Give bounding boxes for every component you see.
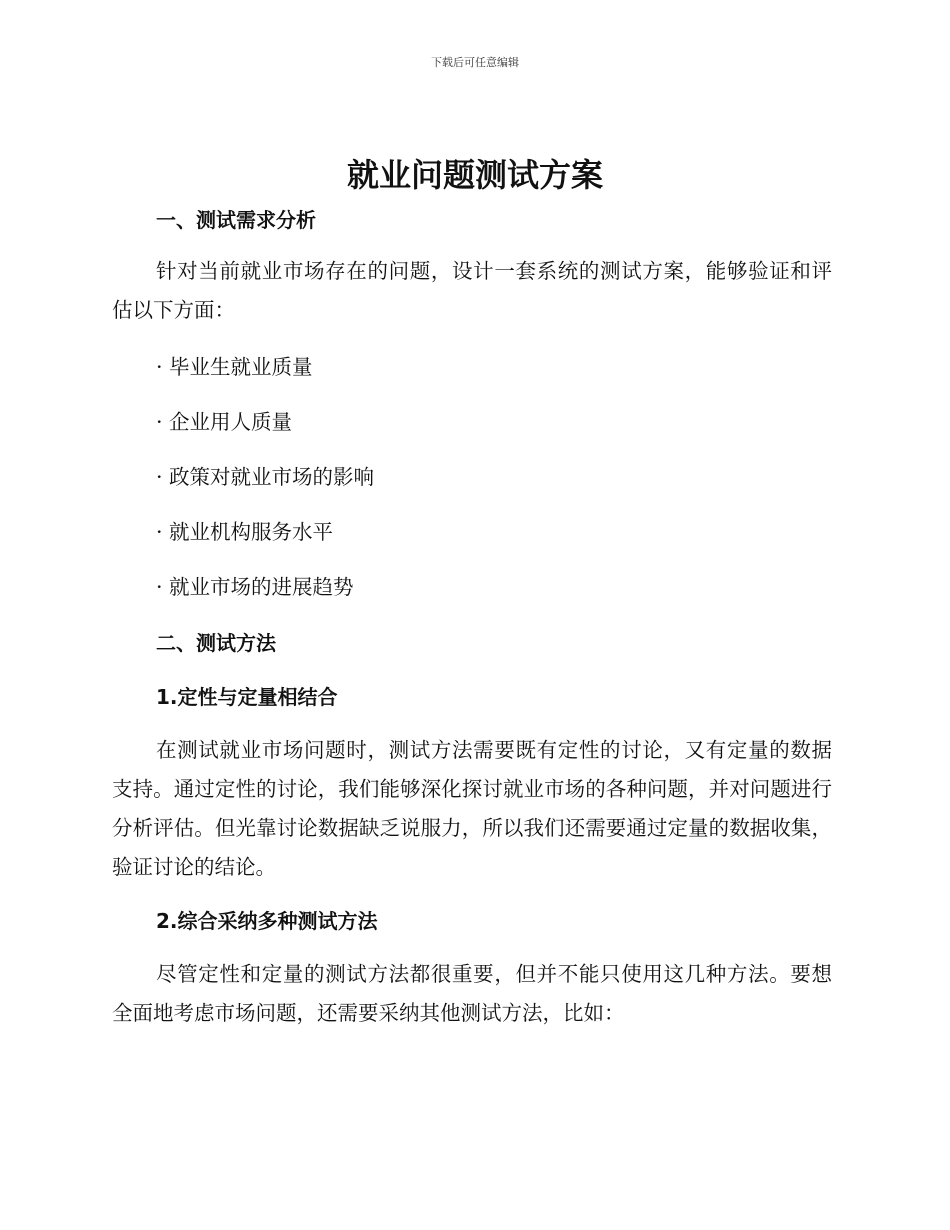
bullet-list (112, 340, 832, 615)
document-title: 就业问题测试方案 (346, 156, 603, 194)
section-heading-requirements: 一、测试需求分析 (156, 208, 316, 232)
list-item: · 就业市场的进展趋势 (156, 575, 354, 599)
paragraph-multiple-methods: 尽管定性和定量的测试方法都很重要，但并不能只使用这几种方法。要想全面地考虑市场问题，还需要采纳其他测试方法，比如： (112, 962, 832, 1025)
paragraph-qual-quant: 在测试就业市场问题时，测试方法需要既有定性的讨论，又有定量的数据支持。通过定性的讨论，我们能够深化探讨就业市场的各种问题，并对问题进行分析评估。但光靠讨论数据缺乏说服力，所以我们还需要通过定量的数据收集，验证讨论的结论。 (112, 738, 832, 879)
subsection-heading-qual-quant: 1.定性与定量相结合 (156, 685, 338, 709)
list-item: · 政策对就业市场的影响 (156, 465, 375, 489)
list-item: · 企业用人质量 (156, 410, 293, 434)
list-item: · 就业机构服务水平 (156, 520, 334, 544)
section-heading-methods: 二、测试方法 (156, 631, 276, 655)
document-body (112, 198, 832, 1033)
subsection-heading-multiple-methods: 2.综合采纳多种测试方法 (156, 909, 378, 933)
list-item: · 毕业生就业质量 (156, 355, 313, 379)
paragraph-requirements: 针对当前就业市场存在的问题，设计一套系统的测试方案，能够验证和评估以下方面： (112, 259, 832, 322)
header-note: 下载后可任意编辑 (431, 56, 519, 69)
